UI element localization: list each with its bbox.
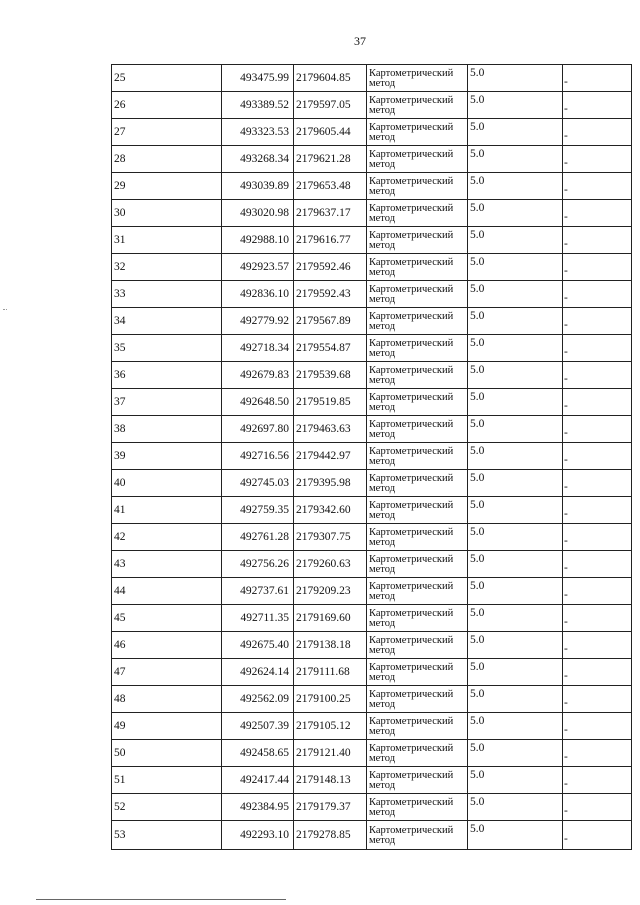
note-value: - [564, 130, 568, 142]
note-cell [563, 821, 632, 850]
y-coordinate-cell: 2179616.77 [294, 227, 367, 254]
point-number-cell: 44 [112, 578, 222, 605]
point-number-cell: 51 [112, 767, 222, 794]
method-line1: Картометрический [369, 445, 454, 457]
accuracy-cell: 5.0 [468, 362, 563, 389]
x-coordinate-cell: 492745.03 [222, 470, 294, 497]
accuracy-cell: 5.0 [468, 200, 563, 227]
method-cell [367, 254, 468, 281]
method-line1: Картометрический [369, 121, 454, 133]
y-coordinate-cell: 2179278.85 [294, 821, 367, 850]
note-value: - [564, 157, 568, 169]
note-value: - [564, 833, 568, 845]
method-line2: метод [369, 77, 396, 89]
note-cell [563, 551, 632, 578]
table-row [112, 389, 632, 416]
note-value: - [564, 427, 568, 439]
point-number-cell: 49 [112, 713, 222, 740]
method-cell [367, 659, 468, 686]
table-row [112, 686, 632, 713]
method-cell [367, 551, 468, 578]
y-coordinate-cell: 2179260.63 [294, 551, 367, 578]
y-coordinate-cell: 2179597.05 [294, 92, 367, 119]
note-cell [563, 362, 632, 389]
method-cell [367, 389, 468, 416]
y-coordinate-cell: 2179637.17 [294, 200, 367, 227]
method-line2: метод [369, 590, 396, 602]
method-line1: Картометрический [369, 148, 454, 160]
table-row [112, 740, 632, 767]
note-value: - [564, 643, 568, 655]
note-value: - [564, 670, 568, 682]
table-row [112, 146, 632, 173]
coordinates-table [111, 64, 632, 850]
y-coordinate-cell: 2179121.40 [294, 740, 367, 767]
method-line2: метод [369, 104, 396, 116]
note-value: - [564, 481, 568, 493]
x-coordinate-cell: 492624.14 [222, 659, 294, 686]
accuracy-cell: 5.0 [468, 713, 563, 740]
x-coordinate-cell: 492737.61 [222, 578, 294, 605]
note-cell [563, 794, 632, 821]
accuracy-cell: 5.0 [468, 281, 563, 308]
x-coordinate-cell: 493039.89 [222, 173, 294, 200]
method-cell [367, 470, 468, 497]
method-line2: метод [369, 509, 396, 521]
y-coordinate-cell: 2179463.63 [294, 416, 367, 443]
table-row [112, 470, 632, 497]
note-cell [563, 578, 632, 605]
method-line2: метод [369, 725, 396, 737]
point-number-cell: 37 [112, 389, 222, 416]
method-line1: Картометрический [369, 337, 454, 349]
method-cell [367, 740, 468, 767]
accuracy-cell: 5.0 [468, 173, 563, 200]
point-number-cell: 46 [112, 632, 222, 659]
point-number-cell: 30 [112, 200, 222, 227]
method-line2: метод [369, 239, 396, 251]
point-number-cell: 43 [112, 551, 222, 578]
point-number-cell: 45 [112, 605, 222, 632]
method-line1: Картометрический [369, 418, 454, 430]
table-row [112, 713, 632, 740]
method-line2: метод [369, 563, 396, 575]
table-row [112, 443, 632, 470]
method-cell [367, 119, 468, 146]
y-coordinate-cell: 2179519.85 [294, 389, 367, 416]
method-line1: Картометрический [369, 256, 454, 268]
y-coordinate-cell: 2179138.18 [294, 632, 367, 659]
point-number-cell: 27 [112, 119, 222, 146]
note-value: - [564, 724, 568, 736]
method-cell [367, 281, 468, 308]
method-line2: метод [369, 266, 396, 278]
accuracy-cell: 5.0 [468, 578, 563, 605]
y-coordinate-cell: 2179605.44 [294, 119, 367, 146]
accuracy-cell: 5.0 [468, 497, 563, 524]
method-cell [367, 632, 468, 659]
x-coordinate-cell: 492718.34 [222, 335, 294, 362]
accuracy-cell: 5.0 [468, 335, 563, 362]
note-value: - [564, 103, 568, 115]
method-cell [367, 65, 468, 92]
accuracy-cell: 5.0 [468, 443, 563, 470]
method-cell [367, 92, 468, 119]
y-coordinate-cell: 2179179.37 [294, 794, 367, 821]
note-value: - [564, 319, 568, 331]
method-line2: метод [369, 671, 396, 683]
note-value: - [564, 76, 568, 88]
point-number-cell: 38 [112, 416, 222, 443]
y-coordinate-cell: 2179621.28 [294, 146, 367, 173]
note-value: - [564, 562, 568, 574]
note-value: - [564, 805, 568, 817]
note-value: - [564, 292, 568, 304]
method-line2: метод [369, 806, 396, 818]
method-cell [367, 686, 468, 713]
method-cell [367, 227, 468, 254]
method-cell [367, 362, 468, 389]
point-number-cell: 32 [112, 254, 222, 281]
note-value: - [564, 454, 568, 466]
x-coordinate-cell: 492756.26 [222, 551, 294, 578]
method-line2: метод [369, 428, 396, 440]
method-cell [367, 713, 468, 740]
table-row [112, 578, 632, 605]
table-row [112, 551, 632, 578]
accuracy-cell: 5.0 [468, 605, 563, 632]
note-cell [563, 470, 632, 497]
x-coordinate-cell: 492779.92 [222, 308, 294, 335]
table-row [112, 497, 632, 524]
accuracy-cell: 5.0 [468, 632, 563, 659]
accuracy-cell: 5.0 [468, 686, 563, 713]
accuracy-cell: 5.0 [468, 227, 563, 254]
table-row [112, 821, 632, 850]
accuracy-cell: 5.0 [468, 254, 563, 281]
table-row [112, 605, 632, 632]
point-number-cell: 26 [112, 92, 222, 119]
point-number-cell: 41 [112, 497, 222, 524]
x-coordinate-cell: 493389.52 [222, 92, 294, 119]
note-cell [563, 632, 632, 659]
y-coordinate-cell: 2179342.60 [294, 497, 367, 524]
method-cell [367, 605, 468, 632]
accuracy-cell: 5.0 [468, 119, 563, 146]
x-coordinate-cell: 493268.34 [222, 146, 294, 173]
x-coordinate-cell: 492761.28 [222, 524, 294, 551]
table-row [112, 65, 632, 92]
point-number-cell: 33 [112, 281, 222, 308]
note-cell [563, 119, 632, 146]
method-cell [367, 821, 468, 850]
point-number-cell: 29 [112, 173, 222, 200]
note-cell [563, 65, 632, 92]
accuracy-cell: 5.0 [468, 389, 563, 416]
y-coordinate-cell: 2179604.85 [294, 65, 367, 92]
point-number-cell: 34 [112, 308, 222, 335]
note-value: - [564, 697, 568, 709]
method-line1: Картометрический [369, 364, 454, 376]
table-row [112, 200, 632, 227]
method-cell [367, 173, 468, 200]
method-line2: метод [369, 536, 396, 548]
x-coordinate-cell: 492458.65 [222, 740, 294, 767]
method-line1: Картометрический [369, 742, 454, 754]
method-cell [367, 524, 468, 551]
method-line1: Картометрический [369, 688, 454, 700]
y-coordinate-cell: 2179442.97 [294, 443, 367, 470]
y-coordinate-cell: 2179592.43 [294, 281, 367, 308]
note-cell [563, 443, 632, 470]
method-line1: Картометрический [369, 472, 454, 484]
method-line1: Картометрический [369, 553, 454, 565]
accuracy-cell: 5.0 [468, 551, 563, 578]
method-line2: метод [369, 347, 396, 359]
note-cell [563, 173, 632, 200]
y-coordinate-cell: 2179148.13 [294, 767, 367, 794]
table-row [112, 173, 632, 200]
table-row [112, 632, 632, 659]
note-cell [563, 146, 632, 173]
x-coordinate-cell: 492923.57 [222, 254, 294, 281]
x-coordinate-cell: 492679.83 [222, 362, 294, 389]
method-line2: метод [369, 401, 396, 413]
note-cell [563, 767, 632, 794]
method-cell [367, 416, 468, 443]
note-cell [563, 713, 632, 740]
note-value: - [564, 184, 568, 196]
note-cell [563, 335, 632, 362]
table-row [112, 362, 632, 389]
y-coordinate-cell: 2179307.75 [294, 524, 367, 551]
point-number-cell: 25 [112, 65, 222, 92]
method-line1: Картометрический [369, 607, 454, 619]
method-line2: метод [369, 320, 396, 332]
method-line1: Картометрический [369, 67, 454, 79]
note-cell [563, 497, 632, 524]
x-coordinate-cell: 493323.53 [222, 119, 294, 146]
accuracy-cell: 5.0 [468, 659, 563, 686]
method-line1: Картометрический [369, 175, 454, 187]
accuracy-cell: 5.0 [468, 821, 563, 850]
note-value: - [564, 589, 568, 601]
note-cell [563, 740, 632, 767]
method-line1: Картометрический [369, 634, 454, 646]
note-cell [563, 686, 632, 713]
method-line2: метод [369, 374, 396, 386]
note-cell [563, 389, 632, 416]
accuracy-cell: 5.0 [468, 65, 563, 92]
accuracy-cell: 5.0 [468, 794, 563, 821]
y-coordinate-cell: 2179209.23 [294, 578, 367, 605]
point-number-cell: 31 [112, 227, 222, 254]
method-line1: Картометрический [369, 229, 454, 241]
y-coordinate-cell: 2179653.48 [294, 173, 367, 200]
point-number-cell: 47 [112, 659, 222, 686]
method-line1: Картометрический [369, 796, 454, 808]
note-cell [563, 605, 632, 632]
point-number-cell: 42 [112, 524, 222, 551]
method-cell [367, 146, 468, 173]
note-value: - [564, 616, 568, 628]
note-cell [563, 254, 632, 281]
method-cell [367, 578, 468, 605]
note-value: - [564, 265, 568, 277]
method-line2: метод [369, 644, 396, 656]
method-line2: метод [369, 131, 396, 143]
y-coordinate-cell: 2179539.68 [294, 362, 367, 389]
method-line1: Картометрический [369, 824, 454, 836]
point-number-cell: 35 [112, 335, 222, 362]
y-coordinate-cell: 2179105.12 [294, 713, 367, 740]
table-row [112, 794, 632, 821]
method-cell [367, 497, 468, 524]
note-value: - [564, 778, 568, 790]
note-value: - [564, 751, 568, 763]
table-row [112, 254, 632, 281]
accuracy-cell: 5.0 [468, 308, 563, 335]
method-line2: метод [369, 752, 396, 764]
table-row [112, 281, 632, 308]
note-value: - [564, 373, 568, 385]
note-value: - [564, 535, 568, 547]
table-row [112, 119, 632, 146]
method-line2: метод [369, 617, 396, 629]
method-line2: метод [369, 779, 396, 791]
x-coordinate-cell: 493020.98 [222, 200, 294, 227]
table-row [112, 416, 632, 443]
note-value: - [564, 400, 568, 412]
x-coordinate-cell: 492417.44 [222, 767, 294, 794]
note-cell [563, 659, 632, 686]
method-line2: метод [369, 698, 396, 710]
note-cell [563, 200, 632, 227]
note-value: - [564, 346, 568, 358]
x-coordinate-cell: 492675.40 [222, 632, 294, 659]
accuracy-cell: 5.0 [468, 92, 563, 119]
method-line2: метод [369, 455, 396, 467]
x-coordinate-cell: 492384.95 [222, 794, 294, 821]
accuracy-cell: 5.0 [468, 416, 563, 443]
method-line1: Картометрический [369, 715, 454, 727]
note-value: - [564, 508, 568, 520]
note-cell [563, 92, 632, 119]
method-cell [367, 794, 468, 821]
y-coordinate-cell: 2179111.68 [294, 659, 367, 686]
y-coordinate-cell: 2179169.60 [294, 605, 367, 632]
table-row [112, 524, 632, 551]
method-line2: метод [369, 158, 396, 170]
note-cell [563, 524, 632, 551]
method-line1: Картометрический [369, 94, 454, 106]
method-line2: метод [369, 482, 396, 494]
x-coordinate-cell: 493475.99 [222, 65, 294, 92]
point-number-cell: 39 [112, 443, 222, 470]
table-row [112, 227, 632, 254]
accuracy-cell: 5.0 [468, 740, 563, 767]
x-coordinate-cell: 492562.09 [222, 686, 294, 713]
point-number-cell: 36 [112, 362, 222, 389]
table-row [112, 92, 632, 119]
method-line1: Картометрический [369, 310, 454, 322]
method-line2: метод [369, 185, 396, 197]
footer-rule [36, 899, 286, 900]
x-coordinate-cell: 492759.35 [222, 497, 294, 524]
y-coordinate-cell: 2179100.25 [294, 686, 367, 713]
method-line1: Картометрический [369, 661, 454, 673]
note-cell [563, 308, 632, 335]
accuracy-cell: 5.0 [468, 470, 563, 497]
point-number-cell: 48 [112, 686, 222, 713]
accuracy-cell: 5.0 [468, 524, 563, 551]
method-cell [367, 443, 468, 470]
method-cell [367, 767, 468, 794]
x-coordinate-cell: 492711.35 [222, 605, 294, 632]
note-cell [563, 281, 632, 308]
x-coordinate-cell: 492507.39 [222, 713, 294, 740]
x-coordinate-cell: 492697.80 [222, 416, 294, 443]
method-line1: Картометрический [369, 769, 454, 781]
accuracy-cell: 5.0 [468, 146, 563, 173]
page-number: 37 [354, 34, 366, 48]
method-line2: метод [369, 834, 396, 846]
y-coordinate-cell: 2179554.87 [294, 335, 367, 362]
note-cell [563, 227, 632, 254]
point-number-cell: 52 [112, 794, 222, 821]
method-line1: Картометрический [369, 202, 454, 214]
method-cell [367, 308, 468, 335]
method-line1: Картометрический [369, 499, 454, 511]
method-cell [367, 335, 468, 362]
method-cell [367, 200, 468, 227]
y-coordinate-cell: 2179567.89 [294, 308, 367, 335]
method-line2: метод [369, 293, 396, 305]
point-number-cell: 28 [112, 146, 222, 173]
x-coordinate-cell: 492648.50 [222, 389, 294, 416]
y-coordinate-cell: 2179395.98 [294, 470, 367, 497]
note-value: - [564, 211, 568, 223]
method-line1: Картометрический [369, 580, 454, 592]
point-number-cell: 40 [112, 470, 222, 497]
point-number-cell: 53 [112, 821, 222, 850]
accuracy-cell: 5.0 [468, 767, 563, 794]
note-cell [563, 416, 632, 443]
note-value: - [564, 238, 568, 250]
x-coordinate-cell: 492836.10 [222, 281, 294, 308]
margin-mark [3, 309, 7, 310]
table-row [112, 767, 632, 794]
x-coordinate-cell: 492988.10 [222, 227, 294, 254]
x-coordinate-cell: 492716.56 [222, 443, 294, 470]
x-coordinate-cell: 492293.10 [222, 821, 294, 850]
method-line2: метод [369, 212, 396, 224]
table-row [112, 308, 632, 335]
table-row [112, 335, 632, 362]
method-line1: Картометрический [369, 283, 454, 295]
y-coordinate-cell: 2179592.46 [294, 254, 367, 281]
coordinates-table-body [112, 65, 632, 850]
method-line1: Картометрический [369, 526, 454, 538]
point-number-cell: 50 [112, 740, 222, 767]
method-line1: Картометрический [369, 391, 454, 403]
table-row [112, 659, 632, 686]
